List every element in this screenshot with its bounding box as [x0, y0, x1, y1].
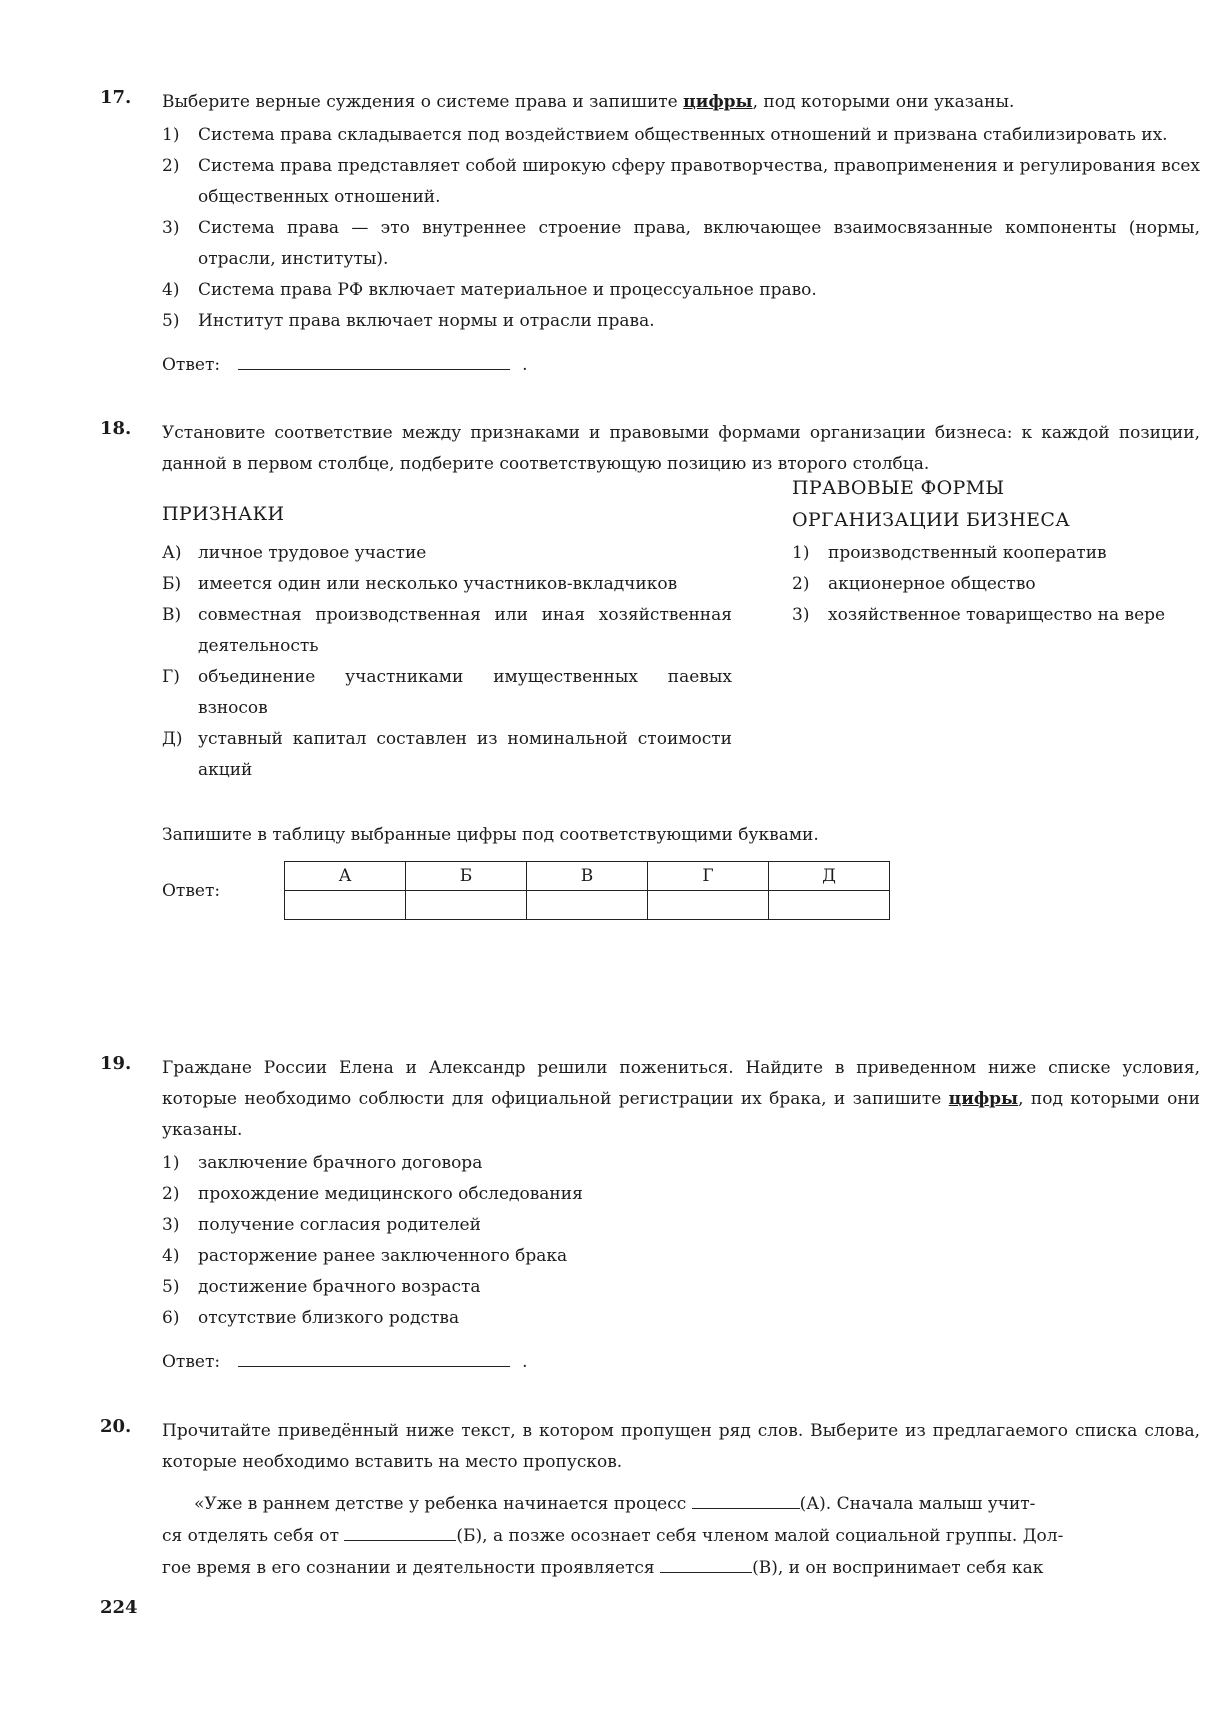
option-item: 3) получение согласия родителей	[162, 1215, 481, 1235]
question-17	[100, 87, 1200, 381]
option-item: 4) Система права РФ включает материальное и процессуальное право.	[162, 280, 817, 300]
answer-table	[284, 861, 890, 920]
option-item: 6) отсутствие близкого родства	[162, 1308, 460, 1328]
option-item: 1) заключение брачного договора	[162, 1153, 483, 1173]
question-number: 19.	[100, 1053, 132, 1074]
answer-row: Ответ: .	[162, 1346, 1200, 1378]
blank-b[interactable]	[344, 1522, 456, 1541]
question-stem: Установите соответствие между признаками и правовыми формами организации бизнеса: к каждой позиции, данной в первом столбце, подберите соответствующую позицию из второго столбца.	[162, 423, 1200, 474]
option-item: 1) Система права складывается под воздействием общественных отношений и призвана стабилизировать их.	[162, 125, 1168, 145]
question-20	[100, 1416, 1200, 1584]
column-heading: ПРАВОВЫЕ ФОРМЫ ОРГАНИЗАЦИИ БИЗНЕСА	[792, 477, 1070, 531]
passage-line: «Уже в раннем детстве у ребенка начинается процесс (А). Сначала малыш учит-	[162, 1488, 1200, 1520]
options-list	[162, 120, 1200, 337]
answer-row	[162, 861, 1200, 920]
question-number: 20.	[100, 1416, 132, 1437]
option-item: 4) расторжение ранее заключенного брака	[162, 1246, 568, 1266]
options-list	[162, 1148, 1200, 1334]
answer-cell[interactable]	[769, 891, 890, 920]
table-header: А	[285, 862, 406, 891]
form-item: 1) производственный кооператив	[792, 543, 1107, 563]
blank-c[interactable]	[660, 1554, 752, 1573]
answer-field[interactable]	[238, 349, 510, 370]
answer-row: Ответ: .	[162, 349, 1200, 381]
option-item: 2) прохождение медицинского обследования	[162, 1184, 583, 1204]
answer-cell[interactable]	[285, 891, 406, 920]
answer-cell[interactable]	[527, 891, 648, 920]
form-item: 3) хозяйственное товарищество на вере	[792, 605, 1166, 625]
answer-cell[interactable]	[406, 891, 527, 920]
feature-item: Б) имеется один или несколько участников-вкладчиков	[162, 574, 678, 594]
form-item: 2) акционерное общество	[792, 574, 1036, 594]
answer-field[interactable]	[238, 1346, 510, 1367]
table-header: Г	[648, 862, 769, 891]
answer-label: Ответ:	[162, 880, 221, 901]
question-number: 18.	[100, 418, 132, 439]
forms-column	[792, 472, 1202, 631]
passage	[162, 1488, 1200, 1584]
passage-line: гое время в его сознании и деятельности проявляется (В), и он воспринимает себя как	[162, 1552, 1200, 1584]
option-item: 5) Институт права включает нормы и отрасли права.	[162, 311, 655, 331]
page-number: 224	[100, 1597, 138, 1618]
column-heading: ПРИЗНАКИ	[162, 503, 285, 525]
table-instruction: Запишите в таблицу выбранные цифры под соответствующими буквами.	[162, 825, 819, 845]
question-19	[100, 1053, 1200, 1378]
question-stem: Граждане России Елена и Александр решили пожениться. Найдите в приведенном ниже списке условия, которые необходимо соблюсти для официальной регистрации их брака, и запишите цифры, под которыми они указаны.	[162, 1058, 1201, 1140]
feature-item: В) совместная производственная или иная хозяйственная деятельность	[162, 605, 732, 656]
option-item: 2) Система права представляет собой широкую сферу правотворчества, правоприменения и регулирования всех общественных отношений.	[162, 156, 1200, 207]
table-header: Б	[406, 862, 527, 891]
question-number: 17.	[100, 87, 132, 108]
answer-cell[interactable]	[648, 891, 769, 920]
option-item: 3) Система права — это внутреннее строение права, включающее взаимосвязанные компоненты (нормы, отрасли, институты).	[162, 218, 1200, 269]
feature-item: Г) объединение участниками имущественных паевых взносов	[162, 667, 732, 718]
question-stem: Выберите верные суждения о системе права и запишите цифры, под которыми они указаны.	[162, 92, 1015, 112]
features-column	[162, 486, 732, 786]
passage-line: ся отделять себя от (Б), а позже осознает себя членом малой социальной группы. Дол-	[162, 1520, 1200, 1552]
answer-label: Ответ:	[162, 355, 221, 375]
feature-item: А) личное трудовое участие	[162, 543, 427, 563]
matching-columns	[162, 477, 1200, 816]
question-18	[100, 418, 1200, 920]
feature-item: Д) уставный капитал составлен из номинальной стоимости акций	[162, 729, 732, 780]
answer-label: Ответ:	[162, 1352, 221, 1372]
option-item: 5) достижение брачного возраста	[162, 1277, 481, 1297]
table-header: В	[527, 862, 648, 891]
question-stem: Прочитайте приведённый ниже текст, в котором пропущен ряд слов. Выберите из предлагаемого списка слова, которые необходимо вставить на место пропусков.	[162, 1421, 1200, 1472]
blank-a[interactable]	[692, 1490, 800, 1509]
table-header: Д	[769, 862, 890, 891]
